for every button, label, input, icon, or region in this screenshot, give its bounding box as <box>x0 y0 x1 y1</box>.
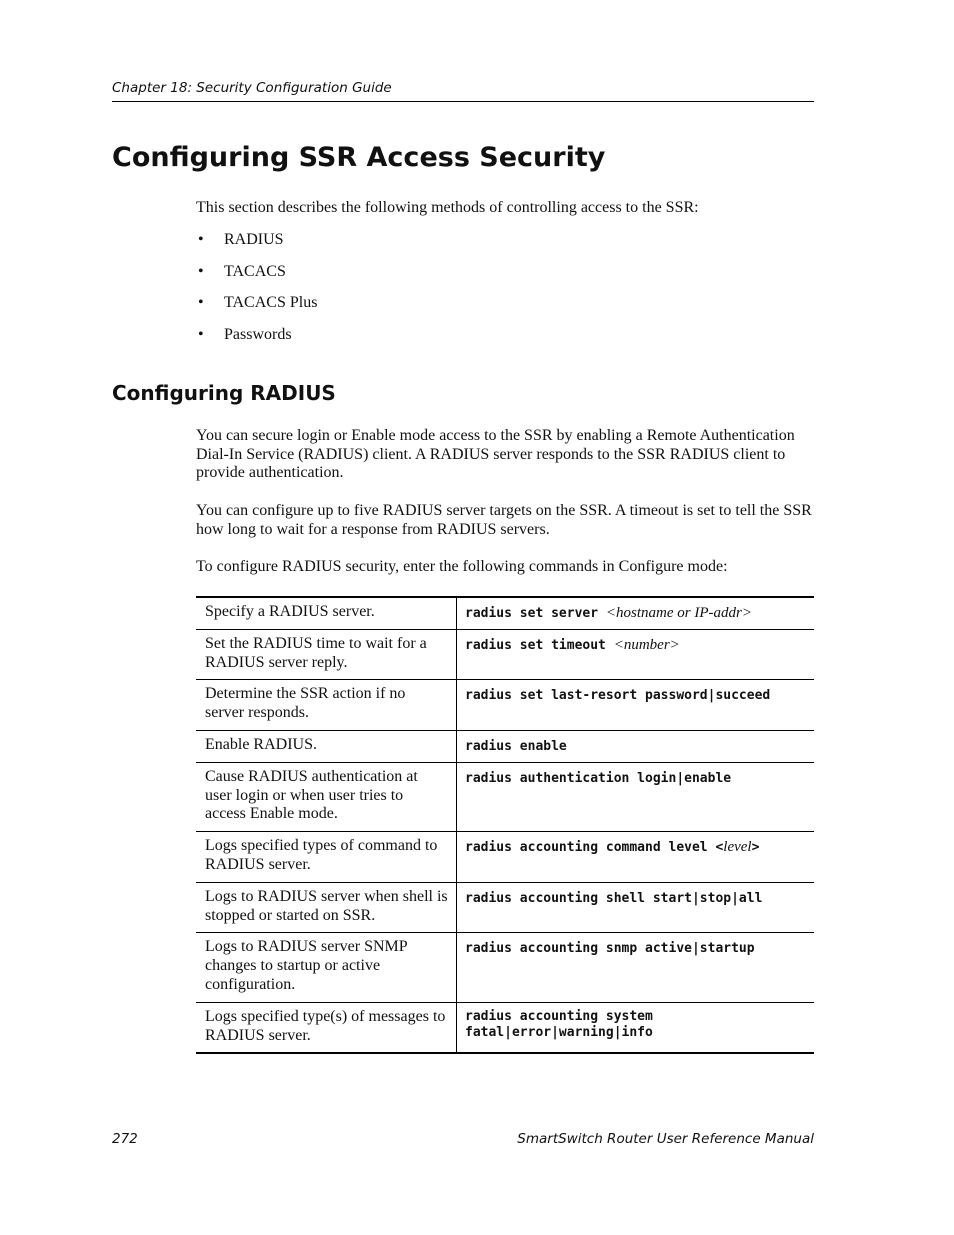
command-suffix: > <box>751 840 760 856</box>
bullet-icon: • <box>198 231 204 248</box>
bullet-icon: • <box>198 294 204 311</box>
page-title: Configuring SSR Access Security <box>112 142 606 173</box>
command-text: radius accounting shell start|stop|all <box>465 890 763 906</box>
command-description: Determine the SSR action if no server responds. <box>196 680 457 731</box>
table-row <box>196 762 814 831</box>
command-text: radius accounting system fatal|error|warning|info <box>465 1008 653 1040</box>
manual-title: SmartSwitch Router User Reference Manual <box>517 1131 814 1147</box>
paragraph-configure-instruction: To configure RADIUS security, enter the following commands in Configure mode: <box>196 558 728 575</box>
list-item: • TACACS Plus <box>198 294 318 311</box>
table-row <box>196 832 814 883</box>
page-number: 272 <box>112 1131 138 1147</box>
command-description: Cause RADIUS authentication at user login or when user tries to access Enable mode. <box>196 762 457 831</box>
table-row <box>196 730 814 762</box>
command-text: radius accounting command level < <box>465 840 724 856</box>
command-text: radius set server <box>465 606 606 621</box>
command-cell <box>457 762 815 831</box>
paragraph-radius-intro: You can secure login or Enable mode access to the SSR by enabling a Remote Authentication Dial-In Service (RADIUS) client. A RADIUS server responds to the SSR RADIUS client to provide authentication. <box>196 427 795 482</box>
list-item: • TACACS <box>198 262 286 280</box>
command-text: radius set timeout <box>465 637 614 653</box>
table-row <box>196 882 814 933</box>
command-description: Enable RADIUS. <box>196 730 457 762</box>
command-text: radius authentication login|enable <box>465 770 732 786</box>
methods-list <box>196 229 317 355</box>
command-cell <box>457 597 815 629</box>
command-text: radius enable <box>465 738 567 754</box>
command-cell <box>457 680 815 731</box>
table-row <box>196 629 814 680</box>
bullet-icon: • <box>198 325 204 343</box>
command-cell <box>457 882 815 933</box>
command-cell <box>457 832 815 883</box>
table-row <box>196 597 814 629</box>
table-row <box>196 680 814 731</box>
command-argument: <number> <box>613 636 680 653</box>
radius-commands-table <box>196 596 814 1054</box>
chapter-title: Chapter 18: Security Configuration Guide <box>112 80 392 96</box>
command-argument: level <box>723 839 752 856</box>
command-description: Specify a RADIUS server. <box>196 597 457 629</box>
command-description: Logs specified types of command to RADIUS server. <box>196 832 457 883</box>
command-cell <box>457 933 815 1002</box>
command-cell <box>457 730 815 762</box>
list-item: • RADIUS <box>198 231 284 248</box>
command-text: radius accounting snmp active|startup <box>465 941 755 957</box>
command-cell <box>457 1002 815 1053</box>
command-cell <box>457 629 815 680</box>
bullet-icon: • <box>198 262 204 280</box>
paragraph-radius-targets: You can configure up to five RADIUS server targets on the SSR. A timeout is set to tell the SSR how long to wait for a response from RADIUS servers. <box>196 502 812 538</box>
command-description: Logs to RADIUS server when shell is stopped or started on SSR. <box>196 882 457 933</box>
list-item: • Passwords <box>198 325 292 343</box>
intro-paragraph: This section describes the following methods of controlling access to the SSR: <box>196 199 699 216</box>
command-text: radius set last-resort password|succeed <box>465 688 771 704</box>
section-heading: Configuring RADIUS <box>112 381 336 405</box>
command-description: Set the RADIUS time to wait for a RADIUS server reply. <box>196 629 457 680</box>
table-row <box>196 1002 814 1053</box>
command-description: Logs specified type(s) of messages to RADIUS server. <box>205 1007 446 1044</box>
running-header <box>112 79 814 102</box>
command-argument: <hostname or IP-addr> <box>605 605 752 621</box>
table-row <box>196 933 814 1002</box>
command-description: Logs to RADIUS server SNMP changes to startup or active configuration. <box>196 933 457 1002</box>
